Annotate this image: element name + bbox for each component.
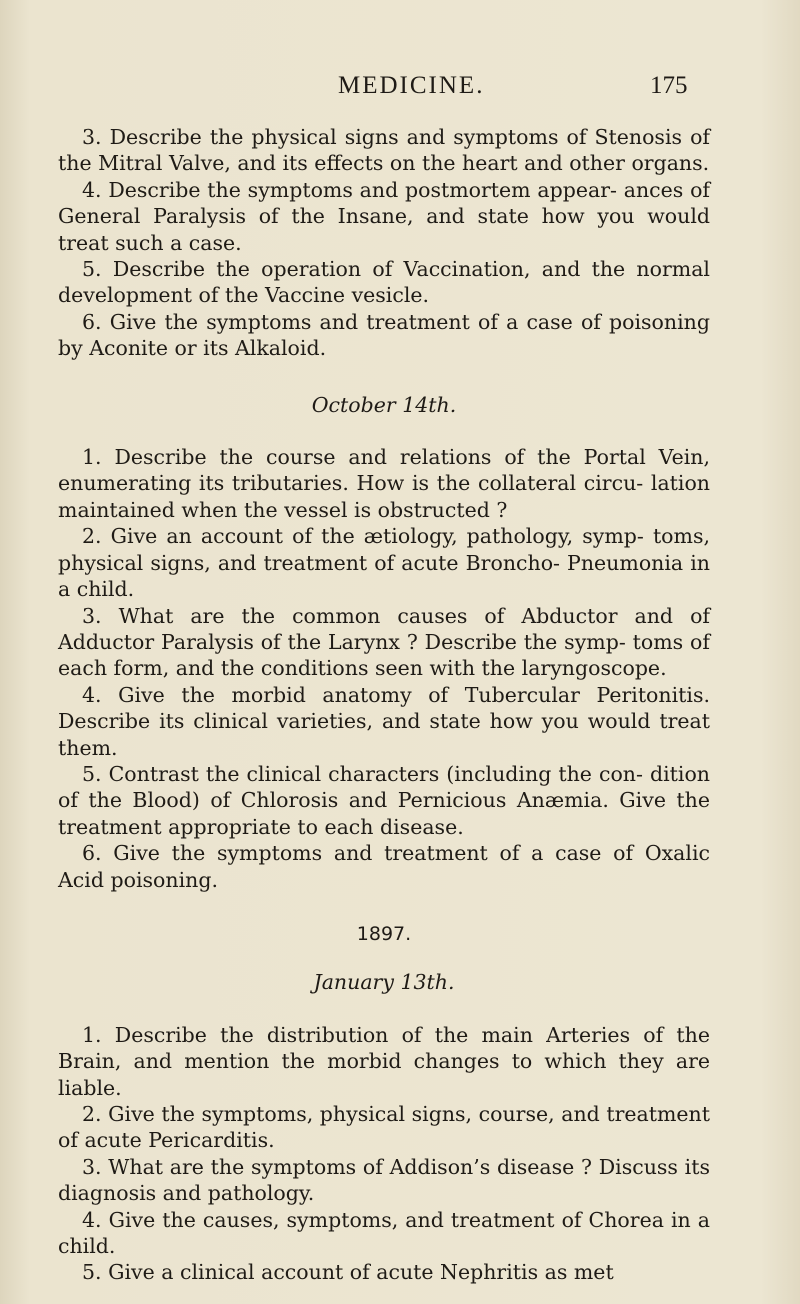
question-item: 4. Give the causes, symptoms, and treatment of Chorea in a child. [58, 1207, 710, 1259]
section-heading-october: October 14th. [311, 392, 457, 417]
question-item: 2. Give the symptoms, physical signs, course, and treatment of acute Pericarditis. [58, 1102, 710, 1153]
question-item: 6. Give the symptoms and treatment of a case of Oxalic Acid poisoning. [58, 841, 710, 892]
section-heading-january: January 13th. [313, 970, 455, 995]
october-questions [58, 444, 710, 893]
question-item: 5. Describe the operation of Vaccination, and the normal development of the Vaccine vesicle. [58, 257, 710, 308]
running-title: MEDICINE. [338, 72, 485, 99]
question-item: 1. Describe the course and relations of the Portal Vein, enumerating its tributaries. How is the collateral circu- lation maintained when the vessel is obstructed ? [58, 445, 710, 522]
question-item: 1. Describe the distribution of the main Arteries of the Brain, and mention the morbid changes to which they are liable. [58, 1022, 710, 1100]
question-item: 4. Give the morbid anatomy of Tubercular Peritonitis. Describe its clinical varieties, and state how you would treat them. [58, 682, 710, 760]
question-item: 3. What are the common causes of Abductor and of Adductor Paralysis of the Larynx ? Describe the symp- toms of each form, and the conditions seen with the laryngoscope. [58, 603, 710, 681]
question-item: 5. Contrast the clinical characters (including the con- dition of the Blood) of Chlorosis and Pernicious Anæmia. Give the treatment appropriate to each disease. [58, 761, 710, 839]
page-header [0, 72, 800, 108]
page-number: 175 [650, 72, 688, 99]
question-item: 4. Describe the symptoms and postmortem appear- ances of General Paralysis of the Insane, and state how you would treat such a case. [58, 177, 710, 255]
continued-questions [58, 124, 710, 362]
question-item: 6. Give the symptoms and treatment of a case of poisoning by Aconite or its Alkaloid. [58, 309, 710, 361]
january-questions [58, 1022, 710, 1286]
question-item: 3. What are the symptoms of Addison’s disease ? Discuss its diagnosis and pathology. [58, 1154, 710, 1206]
page-body [58, 124, 710, 1286]
question-item: 2. Give an account of the ætiology, pathology, symp- toms, physical signs, and treatment of acute Broncho- Pneumonia in a child. [58, 524, 710, 602]
year-heading: 1897. [356, 922, 412, 945]
question-item: 3. Describe the physical signs and symptoms of Stenosis of the Mitral Valve, and its effects on the heart and other organs. [58, 125, 710, 176]
question-item: 5. Give a clinical account of acute Nephritis as met [82, 1260, 614, 1285]
